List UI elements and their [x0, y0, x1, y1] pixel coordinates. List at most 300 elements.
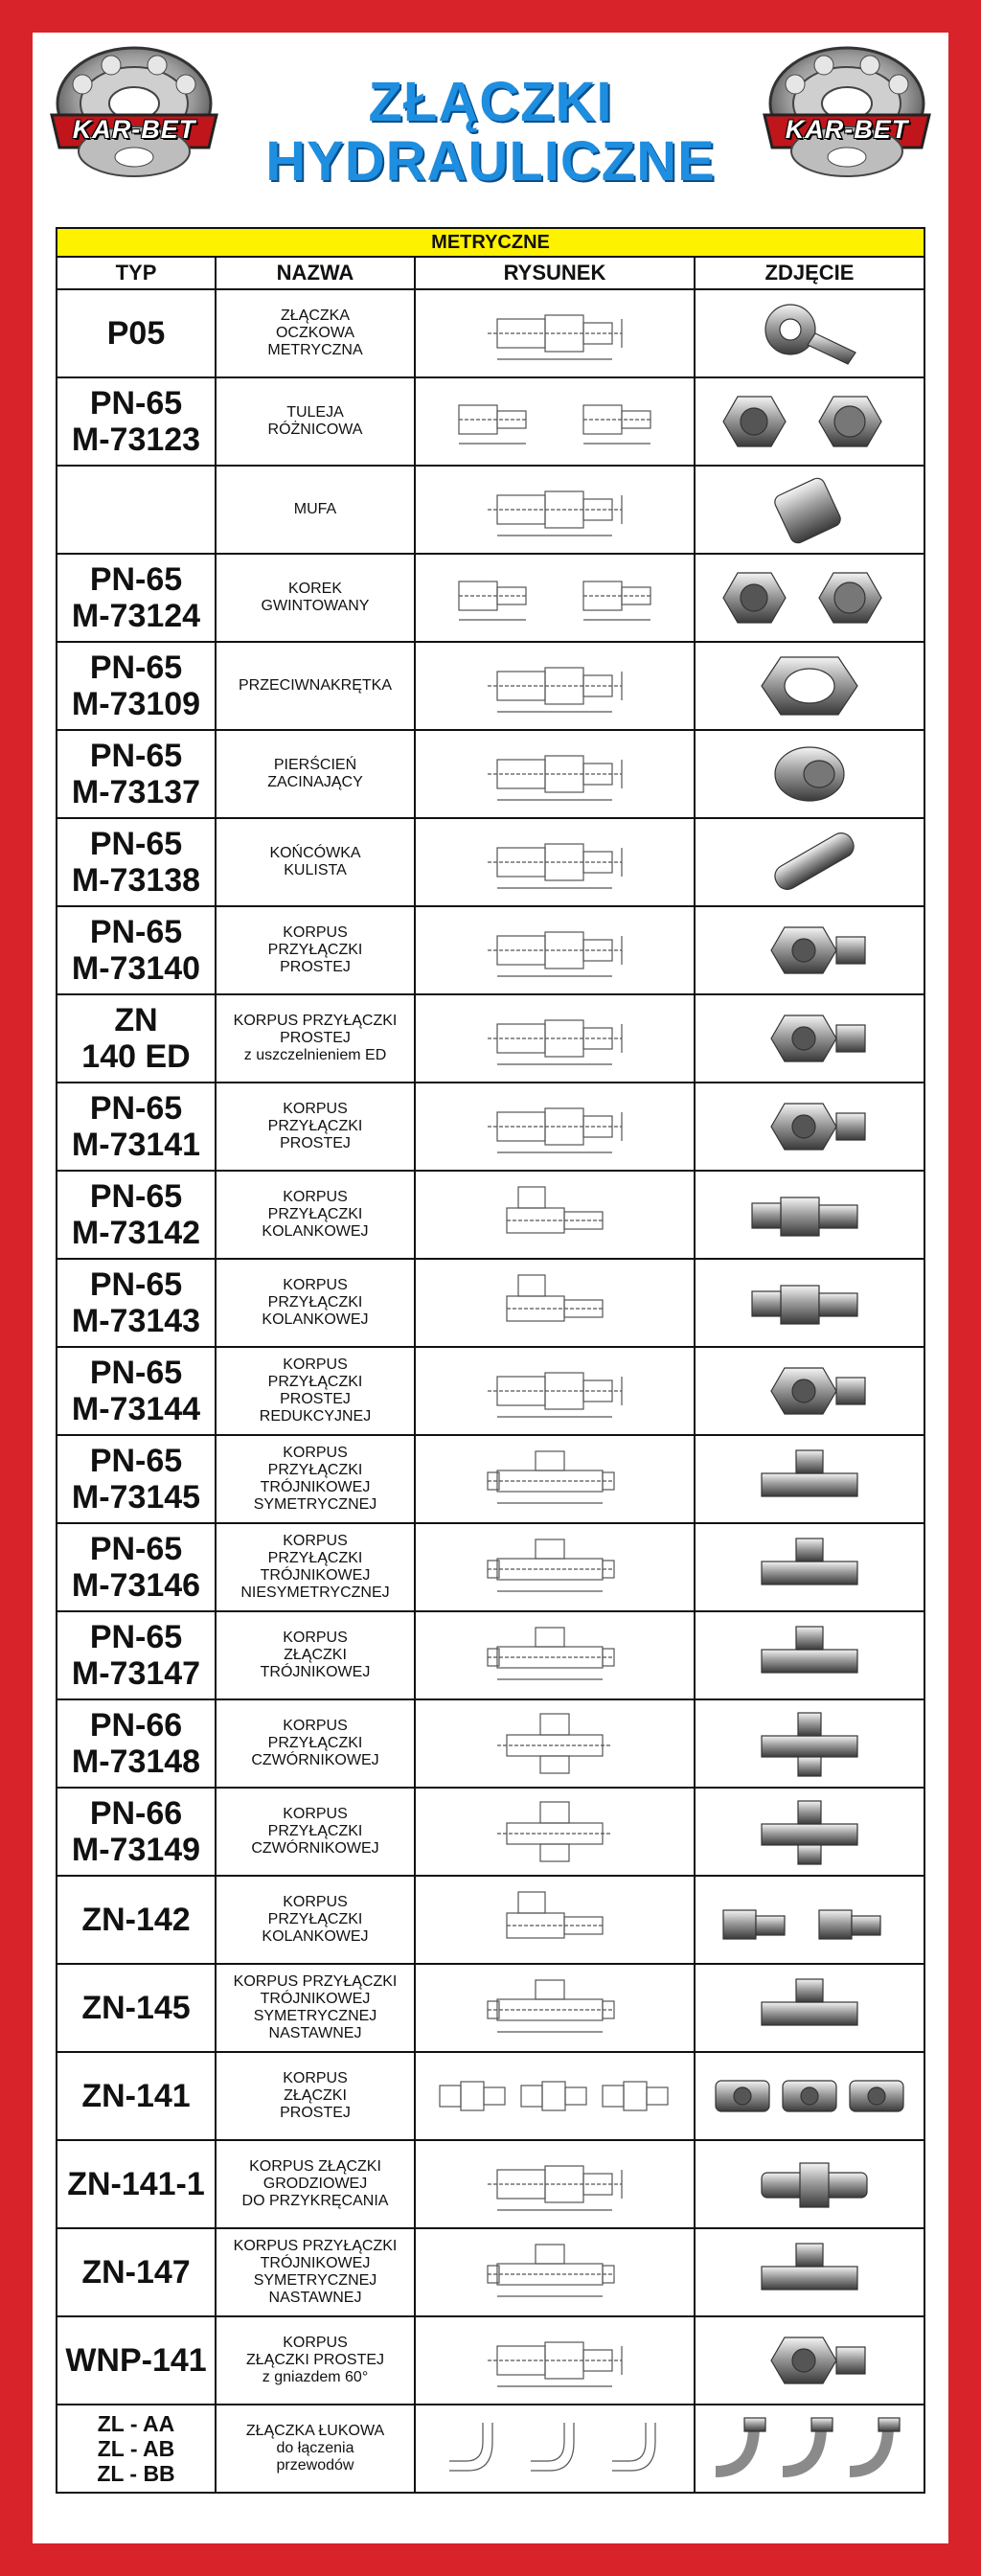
cell-nazwa: [216, 1083, 415, 1171]
cell-rysunek: [415, 818, 695, 906]
nazwa-line: SYMETRYCZNEJ: [253, 2272, 377, 2289]
logo-text-left: KAR-BET: [72, 115, 196, 144]
nazwa-line: TRÓJNIKOWEJ: [260, 1479, 371, 1495]
cell-typ: [57, 1171, 216, 1259]
fitting-photo-icon: [704, 1353, 915, 1429]
cell-rysunek: [415, 1523, 695, 1611]
fitting-photo-icon: [704, 1176, 915, 1253]
nazwa-line: z uszczelnieniem ED: [243, 1047, 387, 1063]
cell-typ: [57, 1259, 216, 1347]
technical-drawing-icon: [430, 2413, 679, 2484]
technical-drawing-icon: [430, 1444, 679, 1515]
fitting-photo-icon: [704, 2058, 915, 2134]
poster: [33, 33, 948, 2543]
nazwa-line: KORPUS: [283, 1277, 348, 1293]
logo-text-right: KAR-BET: [785, 115, 909, 144]
typ-line: M-73146: [71, 1567, 201, 1604]
nazwa-line: KOLANKOWEJ: [262, 1928, 369, 1945]
nazwa-line: KORPUS: [283, 924, 348, 941]
nazwa-line: SYMETRYCZNEJ: [253, 2008, 377, 2024]
typ-line: ZN-141-1: [67, 2166, 205, 2202]
cell-zdjecie: [695, 1876, 924, 1964]
nazwa-line: GWINTOWANY: [261, 598, 370, 614]
fitting-photo-icon: [704, 1529, 915, 1606]
cell-nazwa: [216, 1964, 415, 2052]
fitting-photo-icon: [704, 1265, 915, 1341]
nazwa-line: TRÓJNIKOWEJ: [260, 1991, 371, 2007]
fitting-photo-icon: [704, 736, 915, 812]
nazwa-line: PROSTEJ: [280, 1135, 351, 1151]
typ-line: M-73123: [71, 422, 201, 458]
nazwa-line: MUFA: [293, 501, 337, 517]
cell-zdjecie: [695, 1699, 924, 1788]
cell-zdjecie: [695, 289, 924, 377]
technical-drawing-icon: [430, 2325, 679, 2396]
nazwa-line: KORPUS: [283, 1806, 348, 1822]
cell-typ: [57, 818, 216, 906]
typ-line: P05: [106, 315, 166, 352]
nazwa-line: PROSTEJ: [280, 1030, 351, 1046]
typ-line: PN-65: [89, 1355, 183, 1391]
cell-rysunek: [415, 1259, 695, 1347]
cell-nazwa: [216, 377, 415, 466]
cell-typ: [57, 377, 216, 466]
nazwa-line: NASTAWNEJ: [268, 2290, 362, 2306]
cell-nazwa: [216, 1876, 415, 1964]
cell-typ: [57, 554, 216, 642]
nazwa-line: KORPUS: [283, 1630, 348, 1646]
cell-rysunek: [415, 1083, 695, 1171]
cell-rysunek: [415, 2052, 695, 2140]
fitting-photo-icon: [704, 824, 915, 900]
nazwa-line: z gniazdem 60°: [262, 2369, 369, 2385]
cell-zdjecie: [695, 377, 924, 466]
cell-typ: [57, 1964, 216, 2052]
nazwa-line: KORPUS: [283, 1894, 348, 1910]
typ-line: M-73109: [71, 686, 201, 722]
cell-zdjecie: [695, 1964, 924, 2052]
table-row: [57, 2405, 924, 2493]
technical-drawing-icon: [430, 1267, 679, 1338]
table-row: [57, 289, 924, 377]
fitting-photo-icon: [704, 1881, 915, 1958]
cell-nazwa: [216, 2228, 415, 2316]
typ-line: PN-65: [89, 1090, 183, 1127]
fitting-photo-icon: [704, 1793, 915, 1870]
cell-zdjecie: [695, 730, 924, 818]
cell-typ: [57, 2052, 216, 2140]
nazwa-line: PROSTEJ: [280, 959, 351, 975]
cell-zdjecie: [695, 2405, 924, 2493]
cell-typ: [57, 1435, 216, 1523]
table-row: [57, 1523, 924, 1611]
cell-rysunek: [415, 1171, 695, 1259]
nazwa-line: METRYCZNA: [267, 342, 363, 358]
technical-drawing-icon: [430, 2061, 679, 2131]
table-row: [57, 2140, 924, 2228]
fitting-photo-icon: [704, 471, 915, 548]
fitting-photo-icon: [704, 2410, 915, 2487]
typ-line: ZL - AA: [97, 2411, 175, 2436]
technical-drawing-icon: [430, 1708, 679, 1779]
cell-nazwa: [216, 906, 415, 994]
typ-line: PN-65: [89, 738, 183, 774]
typ-line: ZN: [114, 1002, 158, 1038]
typ-line: M-73143: [71, 1303, 201, 1339]
typ-line: PN-65: [89, 1178, 183, 1215]
cell-typ: [57, 2228, 216, 2316]
technical-drawing-icon: [430, 562, 679, 633]
nazwa-line: KORPUS PRZYŁĄCZKI: [233, 1973, 398, 1990]
cell-typ: [57, 642, 216, 730]
typ-line: PN-65: [89, 650, 183, 686]
cell-rysunek: [415, 1699, 695, 1788]
typ-line: M-73138: [71, 862, 201, 899]
column-header-zdjecie: ZDJĘCIE: [695, 257, 924, 289]
nazwa-line: ZŁĄCZKA: [280, 308, 350, 324]
nazwa-line: KULISTA: [284, 862, 347, 878]
cell-nazwa: [216, 466, 415, 554]
typ-line: ZL - BB: [97, 2461, 175, 2486]
fitting-photo-icon: [704, 1970, 915, 2046]
nazwa-line: PRZYŁĄCZKI: [267, 1462, 363, 1478]
nazwa-line: KOŃCÓWKA: [269, 845, 361, 861]
nazwa-line: KORPUS: [283, 1189, 348, 1205]
nazwa-line: RÓŻNICOWA: [267, 422, 363, 438]
fitting-photo-icon: [704, 912, 915, 989]
cell-typ: [57, 906, 216, 994]
typ-line: ZN-141: [81, 2078, 191, 2114]
technical-drawing-icon: [430, 474, 679, 545]
nazwa-line: ZACINAJĄCY: [267, 774, 363, 790]
technical-drawing-icon: [430, 915, 679, 986]
nazwa-line: SYMETRYCZNEJ: [253, 1496, 377, 1513]
typ-line: PN-65: [89, 1443, 183, 1479]
nazwa-line: PIERŚCIEŃ: [273, 757, 357, 773]
nazwa-line: PRZECIWNAKRĘTKA: [238, 677, 392, 694]
cell-zdjecie: [695, 1083, 924, 1171]
cell-zdjecie: [695, 906, 924, 994]
nazwa-line: KOREK: [287, 581, 342, 597]
column-header-nazwa: NAZWA: [216, 257, 415, 289]
technical-drawing-icon: [430, 1796, 679, 1867]
fitting-photo-icon: [704, 1617, 915, 1694]
cell-rysunek: [415, 1611, 695, 1699]
table-row: [57, 730, 924, 818]
nazwa-line: KORPUS: [283, 1718, 348, 1734]
typ-line: M-73140: [71, 950, 201, 987]
cell-zdjecie: [695, 818, 924, 906]
table-row: [57, 2228, 924, 2316]
nazwa-line: PRZYŁĄCZKI: [267, 942, 363, 958]
cell-typ: [57, 1523, 216, 1611]
typ-line: ZN-142: [81, 1902, 191, 1938]
fitting-photo-icon: [704, 559, 915, 636]
nazwa-line: GRODZIOWEJ: [262, 2176, 368, 2192]
table-row: [57, 1699, 924, 1788]
cell-zdjecie: [695, 554, 924, 642]
fitting-photo-icon: [704, 2146, 915, 2223]
technical-drawing-icon: [430, 1884, 679, 1955]
cell-zdjecie: [695, 1788, 924, 1876]
cell-rysunek: [415, 1347, 695, 1435]
technical-drawing-icon: [430, 827, 679, 898]
technical-drawing-icon: [430, 1532, 679, 1603]
table-row: [57, 554, 924, 642]
cell-nazwa: [216, 1171, 415, 1259]
typ-line: M-73137: [71, 774, 201, 810]
cell-typ: [57, 730, 216, 818]
cell-typ: [57, 1611, 216, 1699]
cell-typ: [57, 289, 216, 377]
typ-line: PN-66: [89, 1707, 183, 1744]
nazwa-line: do łączenia: [276, 2440, 354, 2456]
cell-zdjecie: [695, 2052, 924, 2140]
nazwa-line: DO PRZYKRĘCANIA: [241, 2193, 389, 2209]
nazwa-line: TRÓJNIKOWEJ: [260, 1567, 371, 1584]
fittings-table: [56, 227, 925, 2494]
table-row: [57, 377, 924, 466]
cell-nazwa: [216, 1259, 415, 1347]
cell-typ: [57, 1083, 216, 1171]
table-row: [57, 1259, 924, 1347]
table-row: [57, 994, 924, 1083]
nazwa-line: PRZYŁĄCZKI: [267, 1374, 363, 1390]
cell-rysunek: [415, 642, 695, 730]
nazwa-line: przewodów: [276, 2457, 354, 2473]
table-row: [57, 1435, 924, 1523]
typ-line: ZN-145: [81, 1990, 191, 2026]
table-row: [57, 2052, 924, 2140]
nazwa-line: KORPUS PRZYŁĄCZKI: [233, 2238, 398, 2254]
fitting-photo-icon: [704, 1088, 915, 1165]
kar-bet-logo-left: [44, 44, 224, 188]
section-header: METRYCZNE: [57, 228, 924, 257]
cell-nazwa: [216, 730, 415, 818]
table-row: [57, 1788, 924, 1876]
fitting-photo-icon: [704, 648, 915, 724]
cell-rysunek: [415, 466, 695, 554]
nazwa-line: PROSTEJ: [280, 1391, 351, 1407]
cell-zdjecie: [695, 1611, 924, 1699]
cell-zdjecie: [695, 1523, 924, 1611]
cell-nazwa: [216, 1788, 415, 1876]
typ-line: PN-65: [89, 561, 183, 598]
technical-drawing-icon: [430, 298, 679, 369]
nazwa-line: KORPUS: [283, 2335, 348, 2351]
cell-typ: [57, 1876, 216, 1964]
cell-zdjecie: [695, 994, 924, 1083]
cell-nazwa: [216, 818, 415, 906]
nazwa-line: PRZYŁĄCZKI: [267, 1206, 363, 1222]
fitting-photo-icon: [704, 1705, 915, 1782]
table-row: [57, 642, 924, 730]
cell-nazwa: [216, 1347, 415, 1435]
cell-rysunek: [415, 2140, 695, 2228]
technical-drawing-icon: [430, 1620, 679, 1691]
cell-nazwa: [216, 994, 415, 1083]
cell-typ: [57, 466, 216, 554]
typ-line: PN-65: [89, 914, 183, 950]
cell-nazwa: [216, 2052, 415, 2140]
cell-rysunek: [415, 730, 695, 818]
table-row: [57, 1083, 924, 1171]
nazwa-line: PRZYŁĄCZKI: [267, 1823, 363, 1839]
nazwa-line: KOLANKOWEJ: [262, 1223, 369, 1240]
cell-nazwa: [216, 2316, 415, 2405]
table-row: [57, 1347, 924, 1435]
table-row: [57, 1171, 924, 1259]
nazwa-line: PRZYŁĄCZKI: [267, 1550, 363, 1566]
cell-rysunek: [415, 1876, 695, 1964]
typ-line: PN-66: [89, 1795, 183, 1832]
cell-typ: [57, 2140, 216, 2228]
typ-line: 140 ED: [81, 1038, 191, 1075]
cell-rysunek: [415, 2316, 695, 2405]
typ-line: M-73141: [71, 1127, 201, 1163]
typ-line: M-73144: [71, 1391, 201, 1427]
nazwa-line: KORPUS: [283, 1445, 348, 1461]
table-row: [57, 818, 924, 906]
cell-zdjecie: [695, 466, 924, 554]
table-row: [57, 1876, 924, 1964]
fitting-photo-icon: [704, 295, 915, 372]
table-row: [57, 2316, 924, 2405]
fitting-photo-icon: [704, 383, 915, 460]
technical-drawing-icon: [430, 386, 679, 457]
table-row: [57, 1964, 924, 2052]
table-row: [57, 906, 924, 994]
nazwa-line: NASTAWNEJ: [268, 2025, 362, 2041]
nazwa-line: PRZYŁĄCZKI: [267, 1735, 363, 1751]
cell-nazwa: [216, 289, 415, 377]
title-line-1: ZŁĄCZKI: [368, 71, 613, 133]
cell-typ: [57, 1699, 216, 1788]
fitting-photo-icon: [704, 2322, 915, 2399]
nazwa-line: NIESYMETRYCZNEJ: [240, 1584, 390, 1601]
table-body: [57, 289, 924, 2493]
cell-zdjecie: [695, 2140, 924, 2228]
nazwa-line: KORPUS: [283, 2070, 348, 2086]
cell-zdjecie: [695, 642, 924, 730]
column-header-rysunek: RYSUNEK: [415, 257, 695, 289]
typ-line: M-73142: [71, 1215, 201, 1251]
technical-drawing-icon: [430, 1091, 679, 1162]
nazwa-line: PRZYŁĄCZKI: [267, 1294, 363, 1311]
cell-zdjecie: [695, 1171, 924, 1259]
typ-line: WNP-141: [65, 2342, 207, 2379]
nazwa-line: TULEJA: [286, 404, 344, 421]
nazwa-line: KORPUS: [283, 1533, 348, 1549]
nazwa-line: ZŁĄCZKI: [284, 1647, 347, 1663]
nazwa-line: TRÓJNIKOWEJ: [260, 1664, 371, 1680]
nazwa-line: ZŁĄCZKA ŁUKOWA: [245, 2423, 385, 2439]
cell-typ: [57, 2316, 216, 2405]
cell-nazwa: [216, 642, 415, 730]
nazwa-line: TRÓJNIKOWEJ: [260, 2255, 371, 2271]
cell-zdjecie: [695, 2228, 924, 2316]
cell-rysunek: [415, 377, 695, 466]
cell-typ: [57, 1788, 216, 1876]
technical-drawing-icon: [430, 1003, 679, 1074]
fitting-photo-icon: [704, 1441, 915, 1517]
nazwa-line: KORPUS PRZYŁĄCZKI: [233, 1013, 398, 1029]
typ-line: M-73148: [71, 1744, 201, 1780]
typ-line: M-73149: [71, 1832, 201, 1868]
typ-line: M-73147: [71, 1655, 201, 1692]
nazwa-line: OCZKOWA: [275, 325, 355, 341]
typ-line: M-73145: [71, 1479, 201, 1516]
cell-nazwa: [216, 2405, 415, 2493]
cell-rysunek: [415, 994, 695, 1083]
cell-nazwa: [216, 554, 415, 642]
cell-nazwa: [216, 1523, 415, 1611]
column-header-typ: TYP: [57, 257, 216, 289]
cell-rysunek: [415, 1788, 695, 1876]
cell-rysunek: [415, 1964, 695, 2052]
technical-drawing-icon: [430, 739, 679, 809]
nazwa-line: KORPUS ZŁĄCZKI: [249, 2158, 381, 2175]
nazwa-line: PROSTEJ: [280, 2105, 351, 2121]
nazwa-line: PRZYŁĄCZKI: [267, 1911, 363, 1927]
typ-line: ZN-147: [81, 2254, 191, 2291]
technical-drawing-icon: [430, 1972, 679, 2043]
technical-drawing-icon: [430, 2149, 679, 2220]
typ-line: ZL - AB: [97, 2436, 175, 2461]
technical-drawing-icon: [430, 1179, 679, 1250]
nazwa-line: KORPUS: [283, 1101, 348, 1117]
nazwa-line: ZŁĄCZKI: [284, 2087, 347, 2104]
nazwa-line: KORPUS: [283, 1356, 348, 1373]
cell-nazwa: [216, 1611, 415, 1699]
nazwa-line: PRZYŁĄCZKI: [267, 1118, 363, 1134]
typ-line: PN-65: [89, 1266, 183, 1303]
cell-zdjecie: [695, 1259, 924, 1347]
nazwa-line: KOLANKOWEJ: [262, 1311, 369, 1328]
cell-zdjecie: [695, 1435, 924, 1523]
typ-line: M-73124: [71, 598, 201, 634]
cell-rysunek: [415, 1435, 695, 1523]
cell-typ: [57, 994, 216, 1083]
cell-nazwa: [216, 1699, 415, 1788]
cell-rysunek: [415, 289, 695, 377]
header: [33, 33, 948, 195]
fitting-photo-icon: [704, 2234, 915, 2311]
nazwa-line: REDUKCYJNEJ: [259, 1408, 372, 1425]
technical-drawing-icon: [430, 1356, 679, 1426]
cell-typ: [57, 1347, 216, 1435]
kar-bet-logo-right: [757, 44, 937, 188]
table-row: [57, 466, 924, 554]
cell-zdjecie: [695, 1347, 924, 1435]
cell-nazwa: [216, 1435, 415, 1523]
technical-drawing-icon: [430, 650, 679, 721]
cell-rysunek: [415, 2228, 695, 2316]
cell-zdjecie: [695, 2316, 924, 2405]
typ-line: PN-65: [89, 1619, 183, 1655]
typ-line: PN-65: [89, 385, 183, 422]
table-row: [57, 1611, 924, 1699]
technical-drawing-icon: [430, 2237, 679, 2308]
cell-rysunek: [415, 554, 695, 642]
cell-typ: [57, 2405, 216, 2493]
cell-rysunek: [415, 906, 695, 994]
title-line-2: HYDRAULICZNE: [265, 130, 716, 193]
fitting-photo-icon: [704, 1000, 915, 1077]
nazwa-line: ZŁĄCZKI PROSTEJ: [245, 2352, 385, 2368]
typ-line: PN-65: [89, 826, 183, 862]
cell-rysunek: [415, 2405, 695, 2493]
